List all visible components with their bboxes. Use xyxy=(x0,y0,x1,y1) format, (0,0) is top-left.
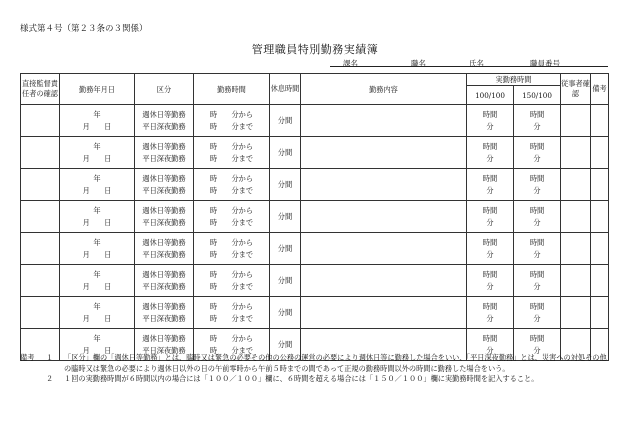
category-weekend: 週休日等勤務 xyxy=(142,205,186,215)
minutes-label: 分 xyxy=(486,121,494,131)
date-cell[interactable] xyxy=(60,201,135,233)
month-day-label: 月 日 xyxy=(82,121,112,131)
content-cell[interactable] xyxy=(301,169,467,201)
actual-150-cell[interactable] xyxy=(514,137,561,169)
category-cell[interactable] xyxy=(135,201,194,233)
hours-label: 時間 xyxy=(529,269,545,279)
break-minutes: 分間 xyxy=(277,244,293,253)
supervisor-confirm-cell[interactable] xyxy=(21,105,60,137)
actual-100-cell[interactable] xyxy=(467,265,514,297)
date-cell[interactable] xyxy=(60,137,135,169)
actual-150-cell[interactable] xyxy=(514,297,561,329)
date-cell[interactable] xyxy=(60,105,135,137)
supervisor-confirm-cell[interactable] xyxy=(21,233,60,265)
actual-150-cell[interactable] xyxy=(514,105,561,137)
work-time-cell[interactable] xyxy=(194,265,270,297)
category-late-night: 平日深夜勤務 xyxy=(142,153,186,163)
form-number: 様式第４号（第２３条の３関係） xyxy=(20,24,148,34)
minutes-label: 分 xyxy=(533,217,541,227)
table-row xyxy=(21,265,609,297)
year-label: 年 xyxy=(93,269,101,279)
break-minutes: 分間 xyxy=(277,148,293,157)
date-cell[interactable] xyxy=(60,169,135,201)
header-category: 区分 xyxy=(135,74,194,105)
minutes-label: 分 xyxy=(533,345,541,355)
remarks-cell[interactable] xyxy=(591,265,609,297)
time-from: 時 分から xyxy=(209,301,254,311)
year-label: 年 xyxy=(93,333,101,343)
content-cell[interactable] xyxy=(301,265,467,297)
note-text: 「区分」欄の「週休日等勤務」とは、臨時又は緊急の必要その他の公務の運営の必要により週休日等に勤務した場合をいい、「平日深夜勤務」とは、災害への対処その他の臨時又は緊急の必要により週休日以外の日の午前零時から午前５時までの間であって正規の勤務時間以外の時間に勤務した場合をいう。 xyxy=(64,353,607,373)
notes-section xyxy=(20,353,610,385)
note-text: １回の実勤務時間が６時間以内の場合には「１００／１００」欄に、６時間を超える場合には「１５０／１００」欄に実勤務時間を記入すること。 xyxy=(64,374,539,383)
remarks-cell[interactable] xyxy=(591,105,609,137)
break-minutes: 分間 xyxy=(277,308,293,317)
category-weekend: 週休日等勤務 xyxy=(142,237,186,247)
position-label: 職名 xyxy=(411,59,426,68)
time-from: 時 分から xyxy=(209,205,254,215)
hours-label: 時間 xyxy=(482,205,498,215)
time-to: 時 分まで xyxy=(209,185,254,195)
table-row xyxy=(21,137,609,169)
work-time-cell[interactable] xyxy=(194,105,270,137)
category-cell[interactable] xyxy=(135,169,194,201)
category-weekend: 週休日等勤務 xyxy=(142,173,186,183)
minutes-label: 分 xyxy=(486,249,494,259)
supervisor-confirm-cell[interactable] xyxy=(21,265,60,297)
header-supervisor: 直接監督責任者の確認 xyxy=(21,74,60,105)
work-time-cell[interactable] xyxy=(194,169,270,201)
record-table xyxy=(20,73,609,361)
header-actual-hours: 実勤務時間 xyxy=(467,74,561,86)
hours-label: 時間 xyxy=(529,333,545,343)
hours-label: 時間 xyxy=(482,173,498,183)
table-row xyxy=(21,169,609,201)
table-row xyxy=(21,105,609,137)
content-cell[interactable] xyxy=(301,201,467,233)
category-late-night: 平日深夜勤務 xyxy=(142,217,186,227)
worker-confirm-cell[interactable] xyxy=(561,297,591,329)
header-rate-150: 150/100 xyxy=(514,86,561,105)
month-day-label: 月 日 xyxy=(82,249,112,259)
year-label: 年 xyxy=(93,237,101,247)
category-weekend: 週休日等勤務 xyxy=(142,109,186,119)
year-label: 年 xyxy=(93,173,101,183)
minutes-label: 分 xyxy=(533,121,541,131)
time-from: 時 分から xyxy=(209,109,254,119)
note-number: １ xyxy=(46,353,54,362)
actual-150-cell[interactable] xyxy=(514,169,561,201)
month-day-label: 月 日 xyxy=(82,153,112,163)
header-rate-100: 100/100 xyxy=(467,86,514,105)
time-from: 時 分から xyxy=(209,173,254,183)
actual-100-cell[interactable] xyxy=(467,137,514,169)
remarks-cell[interactable] xyxy=(591,297,609,329)
minutes-label: 分 xyxy=(486,281,494,291)
category-late-night: 平日深夜勤務 xyxy=(142,281,186,291)
worker-confirm-cell[interactable] xyxy=(561,265,591,297)
work-time-cell[interactable] xyxy=(194,201,270,233)
meta-underline xyxy=(330,66,608,67)
hours-label: 時間 xyxy=(529,109,545,119)
content-cell[interactable] xyxy=(301,137,467,169)
actual-100-cell[interactable] xyxy=(467,297,514,329)
break-cell[interactable] xyxy=(270,169,301,201)
department-label: 課名 xyxy=(343,59,358,68)
break-cell[interactable] xyxy=(270,265,301,297)
hours-label: 時間 xyxy=(529,301,545,311)
date-cell[interactable] xyxy=(60,265,135,297)
supervisor-confirm-cell[interactable] xyxy=(21,137,60,169)
time-to: 時 分まで xyxy=(209,281,254,291)
remarks-cell[interactable] xyxy=(591,233,609,265)
category-weekend: 週休日等勤務 xyxy=(142,301,186,311)
time-to: 時 分まで xyxy=(209,345,254,355)
break-cell[interactable] xyxy=(270,201,301,233)
actual-100-cell[interactable] xyxy=(467,201,514,233)
hours-label: 時間 xyxy=(482,237,498,247)
content-cell[interactable] xyxy=(301,105,467,137)
month-day-label: 月 日 xyxy=(82,185,112,195)
break-minutes: 分間 xyxy=(277,276,293,285)
hours-label: 時間 xyxy=(482,109,498,119)
remarks-cell[interactable] xyxy=(591,137,609,169)
work-time-cell[interactable] xyxy=(194,297,270,329)
actual-150-cell[interactable] xyxy=(514,201,561,233)
year-label: 年 xyxy=(93,301,101,311)
minutes-label: 分 xyxy=(486,185,494,195)
category-late-night: 平日深夜勤務 xyxy=(142,185,186,195)
year-label: 年 xyxy=(93,141,101,151)
month-day-label: 月 日 xyxy=(82,313,112,323)
hours-label: 時間 xyxy=(529,205,545,215)
header-remarks: 備考 xyxy=(591,74,609,105)
minutes-label: 分 xyxy=(533,153,541,163)
actual-100-cell[interactable] xyxy=(467,233,514,265)
actual-150-cell[interactable] xyxy=(514,233,561,265)
hours-label: 時間 xyxy=(482,269,498,279)
hours-label: 時間 xyxy=(482,141,498,151)
date-cell[interactable] xyxy=(60,297,135,329)
worker-confirm-cell[interactable] xyxy=(561,169,591,201)
worker-confirm-cell[interactable] xyxy=(561,201,591,233)
category-cell[interactable] xyxy=(135,297,194,329)
work-time-cell[interactable] xyxy=(194,137,270,169)
time-to: 時 分まで xyxy=(209,153,254,163)
header-content: 勤務内容 xyxy=(301,74,467,105)
time-to: 時 分まで xyxy=(209,121,254,131)
actual-150-cell[interactable] xyxy=(514,265,561,297)
break-cell[interactable] xyxy=(270,233,301,265)
hours-label: 時間 xyxy=(529,173,545,183)
worker-confirm-cell[interactable] xyxy=(561,137,591,169)
minutes-label: 分 xyxy=(533,281,541,291)
category-late-night: 平日深夜勤務 xyxy=(142,249,186,259)
year-label: 年 xyxy=(93,205,101,215)
time-to: 時 分まで xyxy=(209,313,254,323)
time-from: 時 分から xyxy=(209,333,254,343)
supervisor-confirm-cell[interactable] xyxy=(21,201,60,233)
supervisor-confirm-cell[interactable] xyxy=(21,169,60,201)
minutes-label: 分 xyxy=(486,153,494,163)
category-late-night: 平日深夜勤務 xyxy=(142,313,186,323)
minutes-label: 分 xyxy=(486,313,494,323)
work-time-cell[interactable] xyxy=(194,233,270,265)
break-cell[interactable] xyxy=(270,137,301,169)
header-break: 休息時間 xyxy=(270,74,301,105)
month-day-label: 月 日 xyxy=(82,217,112,227)
notes-label: 備考 xyxy=(20,353,35,362)
table-row xyxy=(21,201,609,233)
break-minutes: 分間 xyxy=(277,116,293,125)
content-cell[interactable] xyxy=(301,233,467,265)
break-minutes: 分間 xyxy=(277,212,293,221)
hours-label: 時間 xyxy=(482,301,498,311)
break-cell[interactable] xyxy=(270,105,301,137)
category-weekend: 週休日等勤務 xyxy=(142,333,186,343)
category-weekend: 週休日等勤務 xyxy=(142,141,186,151)
hours-label: 時間 xyxy=(482,333,498,343)
category-cell[interactable] xyxy=(135,105,194,137)
header-worker-confirm: 従事者確認 xyxy=(561,74,591,105)
time-from: 時 分から xyxy=(209,237,254,247)
header-work-time: 勤務時間 xyxy=(194,74,270,105)
table-row xyxy=(21,233,609,265)
hours-label: 時間 xyxy=(529,141,545,151)
break-minutes: 分間 xyxy=(277,180,293,189)
minutes-label: 分 xyxy=(486,217,494,227)
table-row xyxy=(21,297,609,329)
category-weekend: 週休日等勤務 xyxy=(142,269,186,279)
category-late-night: 平日深夜勤務 xyxy=(142,121,186,131)
time-from: 時 分から xyxy=(209,141,254,151)
category-late-night: 平日深夜勤務 xyxy=(142,345,186,355)
worker-confirm-cell[interactable] xyxy=(561,105,591,137)
category-cell[interactable] xyxy=(135,265,194,297)
break-cell[interactable] xyxy=(270,297,301,329)
break-minutes: 分間 xyxy=(277,340,293,349)
supervisor-confirm-cell[interactable] xyxy=(21,297,60,329)
remarks-cell[interactable] xyxy=(591,169,609,201)
time-from: 時 分から xyxy=(209,269,254,279)
hours-label: 時間 xyxy=(529,237,545,247)
time-to: 時 分まで xyxy=(209,217,254,227)
time-to: 時 分まで xyxy=(209,249,254,259)
minutes-label: 分 xyxy=(533,185,541,195)
minutes-label: 分 xyxy=(533,249,541,259)
name-label: 氏名 xyxy=(469,59,484,68)
category-cell[interactable] xyxy=(135,137,194,169)
category-cell[interactable] xyxy=(135,233,194,265)
note-number: ２ xyxy=(46,374,54,383)
month-day-label: 月 日 xyxy=(82,281,112,291)
remarks-cell[interactable] xyxy=(591,201,609,233)
date-cell[interactable] xyxy=(60,233,135,265)
minutes-label: 分 xyxy=(533,313,541,323)
month-day-label: 月 日 xyxy=(82,345,112,355)
page-title: 管理職員特別勤務実績簿 xyxy=(251,43,379,56)
year-label: 年 xyxy=(93,109,101,119)
actual-100-cell[interactable] xyxy=(467,169,514,201)
worker-confirm-cell[interactable] xyxy=(561,233,591,265)
minutes-label: 分 xyxy=(486,345,494,355)
header-date: 勤務年月日 xyxy=(60,74,135,105)
employee-number-label: 職員番号 xyxy=(530,59,560,68)
actual-100-cell[interactable] xyxy=(467,105,514,137)
content-cell[interactable] xyxy=(301,297,467,329)
